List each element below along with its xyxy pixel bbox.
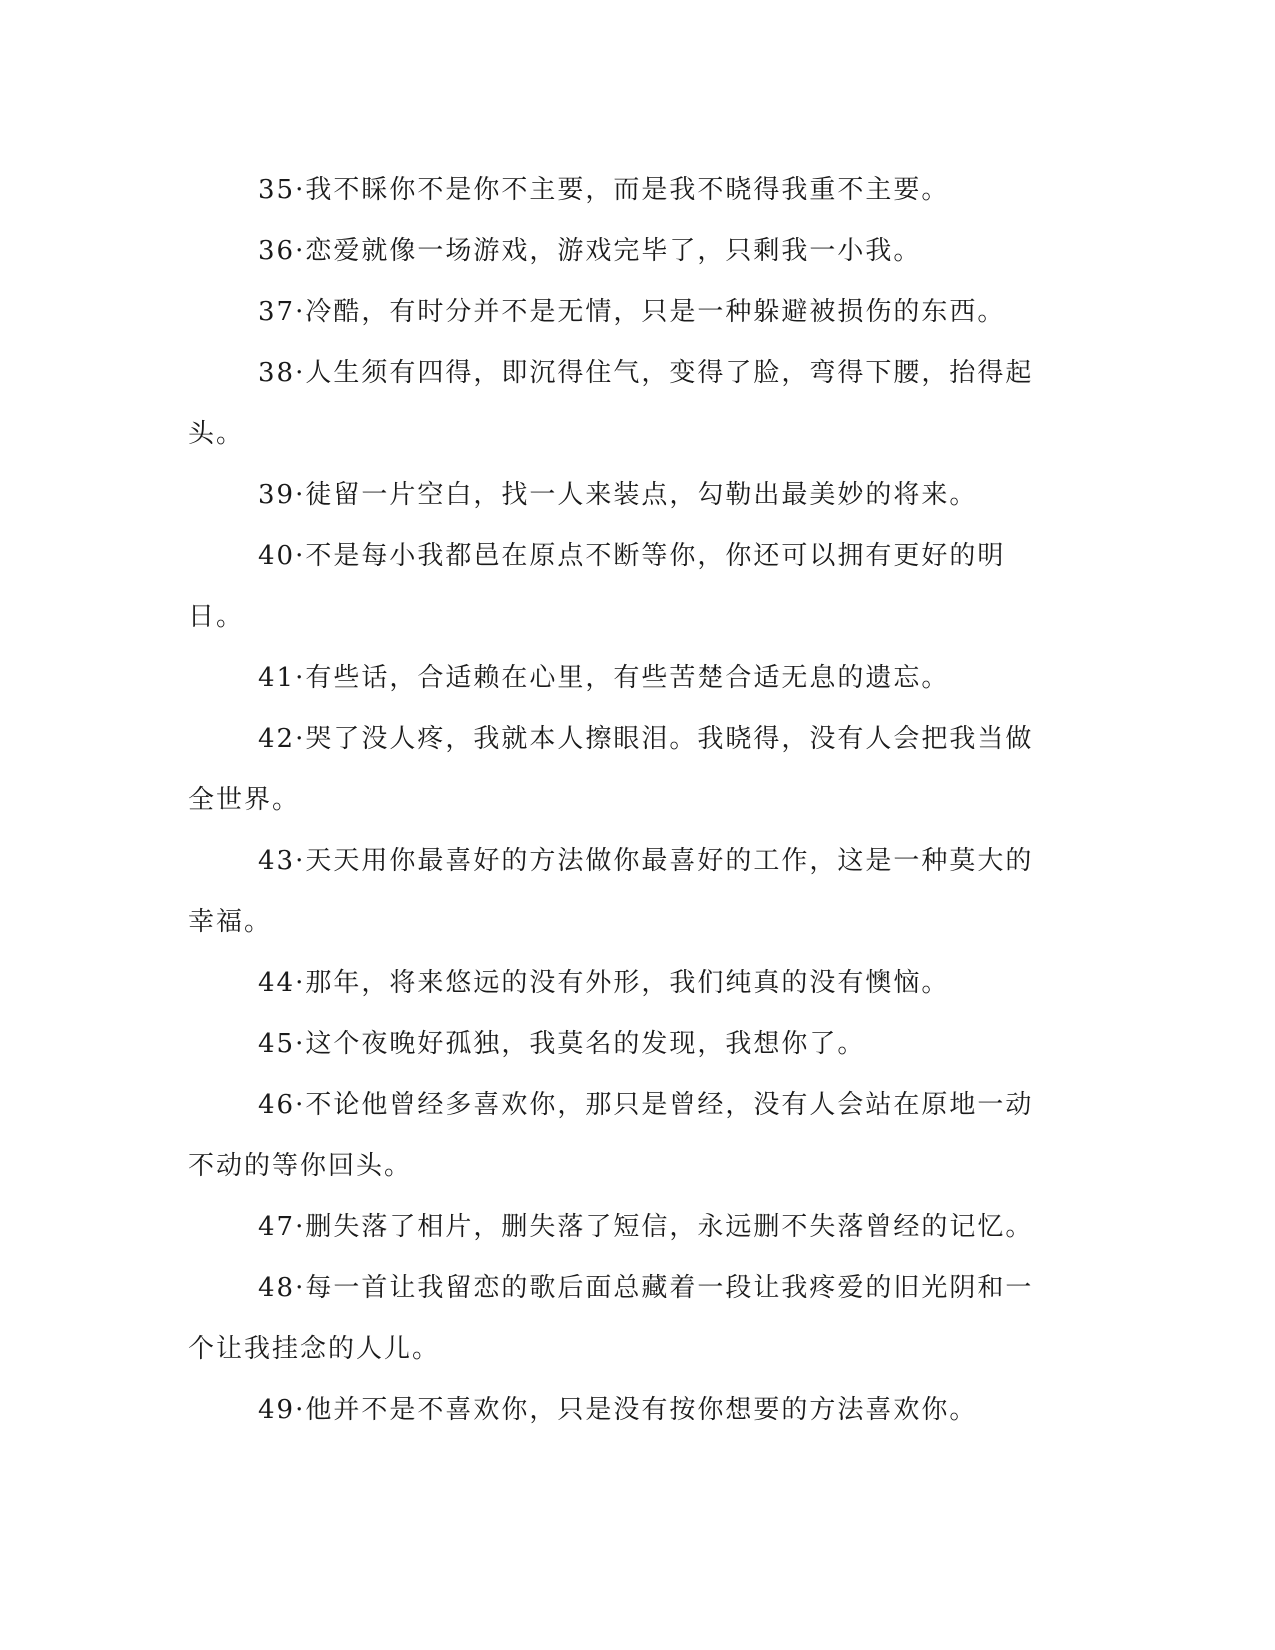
paragraph-36: 36·恋爱就像一场游戏，游戏完毕了，只剩我一小我。 [258,236,922,266]
paragraph-48: 48·每一首让我留恋的歌后面总藏着一段让我疼爱的旧光阴和一个让我挂念的人儿。 [188,1273,1034,1364]
paragraph-43: 43·天天用你最喜好的方法做你最喜好的工作，这是一种莫大的幸福。 [188,846,1034,937]
paragraph-49: 49·他并不是不喜欢你，只是没有按你想要的方法喜欢你。 [258,1395,978,1425]
paragraph-35: 35·我不睬你不是你不主要，而是我不晓得我重不主要。 [258,175,950,205]
paragraph-42: 42·哭了没人疼，我就本人擦眼泪。我晓得，没有人会把我当做全世界。 [188,724,1034,815]
paragraph-47: 47·删失落了相片，删失落了短信，永远删不失落曾经的记忆。 [258,1212,1034,1242]
paragraph-37: 37·冷酷，有时分并不是无情，只是一种躲避被损伤的东西。 [258,297,1006,327]
paragraph-46: 46·不论他曾经多喜欢你，那只是曾经，没有人会站在原地一动不动的等你回头。 [188,1090,1034,1181]
paragraph-39: 39·徒留一片空白，找一人来装点，勾勒出最美妙的将来。 [258,480,978,510]
paragraph-38: 38·人生须有四得，即沉得住气，变得了脸，弯得下腰，抬得起头。 [188,358,1034,449]
paragraph-41: 41·有些话，合适赖在心里，有些苦楚合适无息的遗忘。 [258,663,950,693]
document-body [188,160,1048,1441]
paragraph-40: 40·不是每小我都邑在原点不断等你，你还可以拥有更好的明日。 [188,541,1006,632]
paragraph-45: 45·这个夜晚好孤独，我莫名的发现，我想你了。 [258,1029,866,1059]
paragraph-44: 44·那年，将来悠远的没有外形，我们纯真的没有懊恼。 [258,968,950,998]
